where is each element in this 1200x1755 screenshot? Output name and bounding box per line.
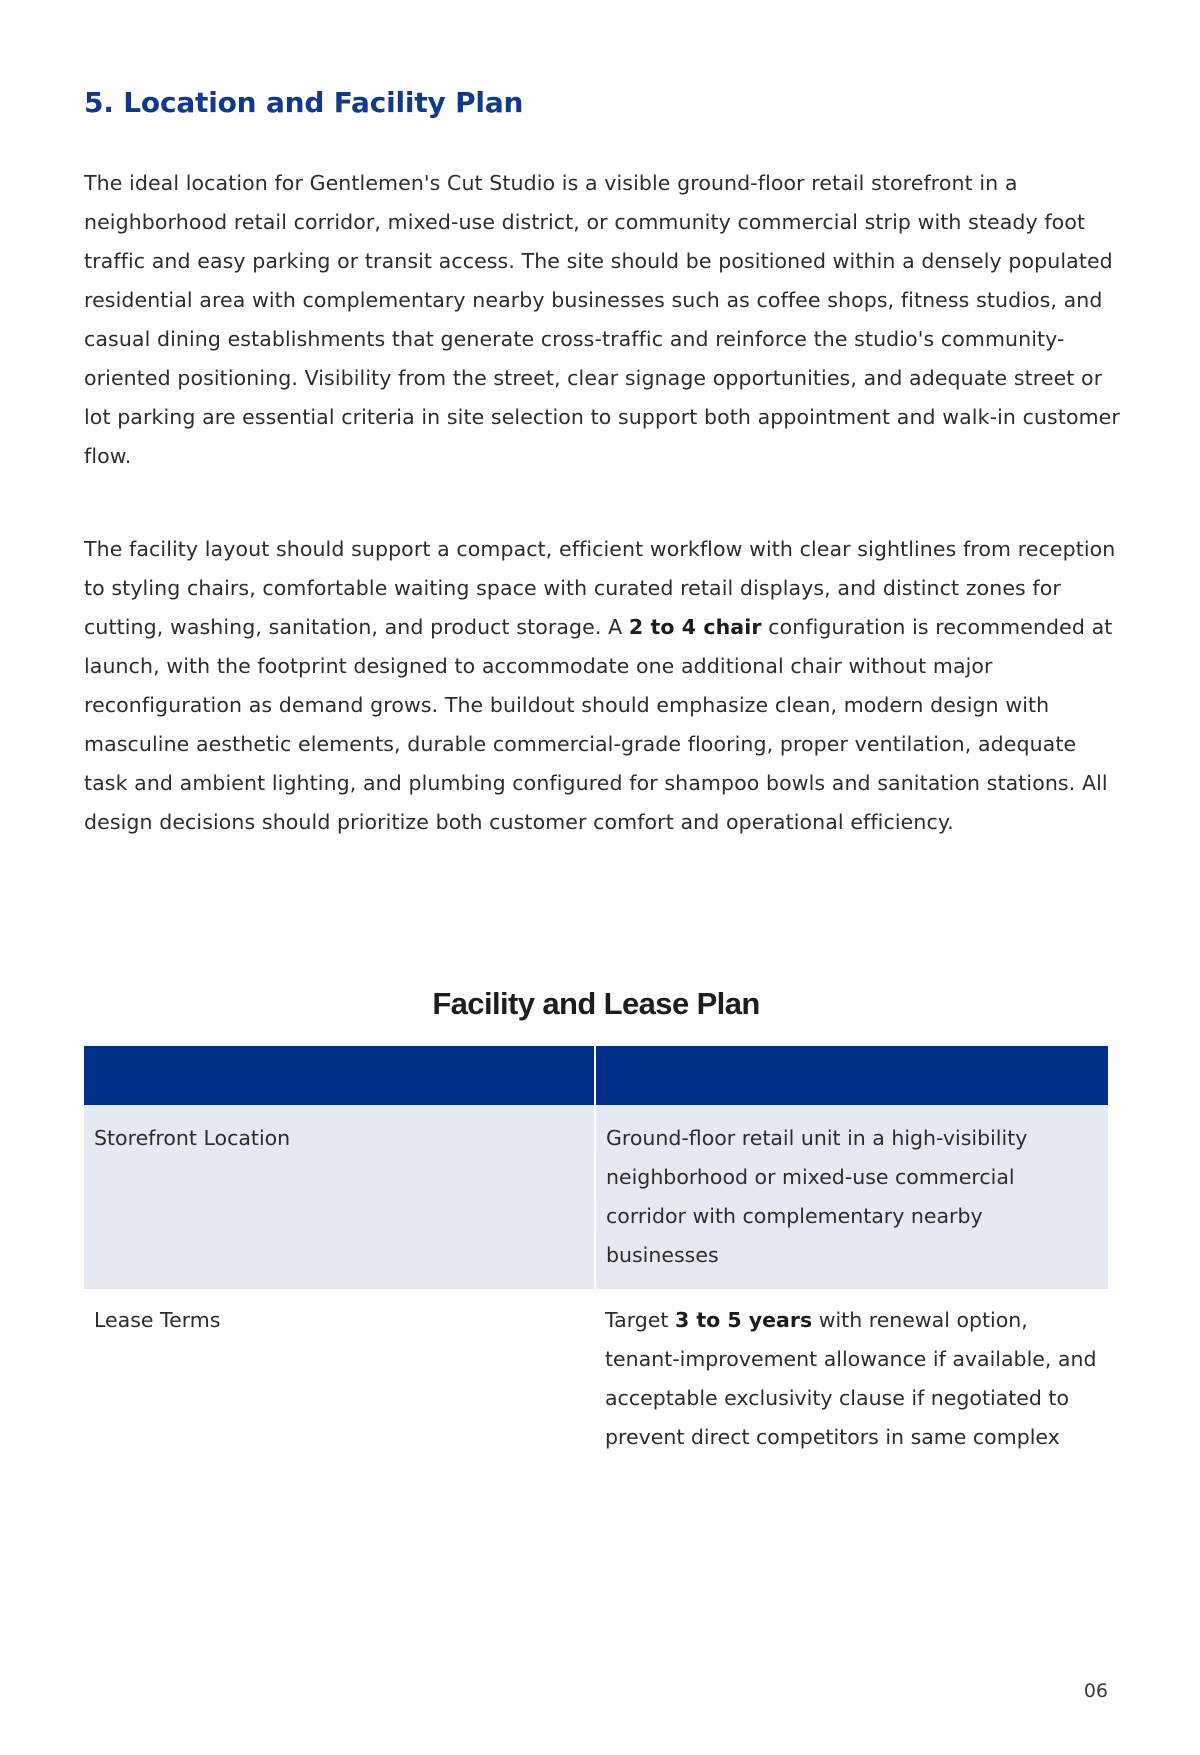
table-header xyxy=(84,1046,1108,1105)
facility-layout-paragraph xyxy=(84,530,1124,842)
table-body xyxy=(84,1105,1108,1471)
row-label: Storefront Location xyxy=(84,1105,595,1289)
table-header-cell xyxy=(595,1046,1108,1105)
page-number: 06 xyxy=(1083,1680,1108,1702)
table-title: Facility and Lease Plan xyxy=(432,986,760,1021)
row-value xyxy=(595,1289,1108,1471)
cell-text: Target xyxy=(605,1308,675,1332)
row-label: Lease Terms xyxy=(84,1289,595,1471)
table-header-cell xyxy=(84,1046,595,1105)
row-value: Ground-floor retail unit in a high-visibility neighborhood or mixed-use commercial corridor with complementary nearby businesses xyxy=(595,1105,1108,1289)
cell-emphasis: 3 to 5 years xyxy=(674,1308,813,1332)
paragraph-text: The facility layout should support a compact, efficient workflow with clear sightlines from reception to styling chairs, comfortable waiting space with curated retail displays, and distinct zones for cutting, washing, sanitation, and product storage. A xyxy=(84,537,1116,639)
paragraph-emphasis: 2 to 4 chair xyxy=(628,615,762,639)
table-row xyxy=(84,1289,1108,1471)
paragraph-text: configuration is recommended at launch, with the footprint designed to accommodate one additional chair without major reconfiguration as demand grows. The buildout should emphasize clean, modern design with masculine aesthetic elements, durable commercial-grade flooring, proper ventilation, adequate task and ambient lighting, and plumbing configured for shampoo bowls and sanitation stations. All design decisions should prioritize both customer comfort and operational efficiency. xyxy=(84,615,1113,834)
cell-text: with renewal option, tenant-improvement allowance if available, and acceptable exclusivity clause if negotiated to prevent direct competitors in same complex xyxy=(605,1308,1097,1449)
table-header-row xyxy=(84,1046,1108,1105)
intro-paragraph: The ideal location for Gentlemen's Cut Studio is a visible ground-floor retail storefront in a neighborhood retail corridor, mixed-use district, or community commercial strip with steady foot traffic and easy parking or transit access. The site should be positioned within a densely populated residential area with complementary nearby businesses such as coffee shops, fitness studios, and casual dining establishments that generate cross-traffic and reinforce the studio's community-oriented positioning. Visibility from the street, clear signage opportunities, and adequate street or lot parking are essential criteria in site selection to support both appointment and walk-in customer flow. xyxy=(84,171,1120,468)
facility-lease-table xyxy=(84,1046,1108,1471)
section-heading: 5. Location and Facility Plan xyxy=(84,86,524,119)
table-row xyxy=(84,1105,1108,1289)
